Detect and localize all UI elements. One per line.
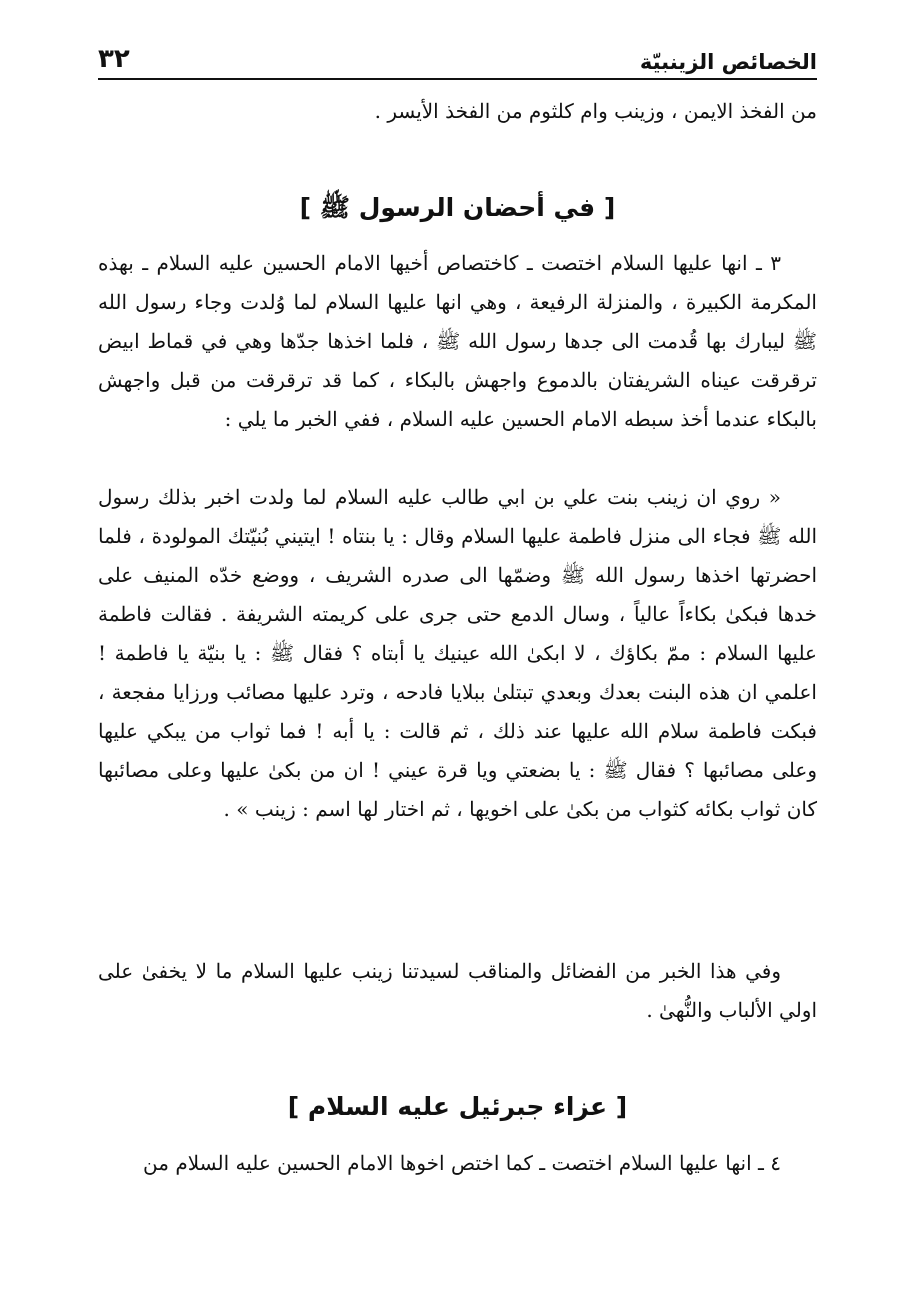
paragraph-commentary: وفي هذا الخبر من الفضائل والمناقب لسيدتنا زينب عليها السلام ما لا يخفىٰ على اولي الألباب والنُّهىٰ . xyxy=(98,959,817,1022)
paragraph-narration-quote: « روي ان زينب بنت علي بن ابي طالب عليه السلام لما ولدت اخبر بذلك رسول الله ﷺ فجاء الى منزل فاطمة عليها السلام وقال : يا بنتاه ! ايتيني بُنيّتك المولودة ، فلما احضرتها اخذها رسول الله ﷺ وضمّها الى صدره الشريف ، ووضع خدّه المنيف على خدها فبكىٰ بكاءاً عالياً ، وسال الدمع حتى جرى على كريمته الشريفة . فقالت فاطمة عليها السلام : ممّ بكاؤك ، لا ابكىٰ الله عينيك يا أبتاه ؟ فقال ﷺ : يا بنيّة يا فاطمة ! اعلمي ان هذه البنت بعدك وبعدي تبتلىٰ ببلايا فادحه ، وترد عليها مصائب ورزايا مفجعة ، فبكت فاطمة سلام الله عليها عند ذلك ، ثم قالت : يا أبه ! فما ثواب من يبكي عليها وعلى مصائبها ؟ فقال ﷺ : يا بضعتي ويا قرة عيني ! ان من بكىٰ عليها وعلى مصائبها كان ثواب بكائه كثواب من بكىٰ على اخويها ، ثم اختار لها اسم : زينب » . xyxy=(98,485,817,821)
page-number: ٣٢ xyxy=(98,44,130,74)
paragraph-point-3: ٣ ـ انها عليها السلام اختصت ـ كاختصاص أخيها الامام الحسين عليه السلام ـ بهذه المكرمة الكبيرة ، والمنزلة الرفيعة ، وهي انها عليها السلام لما وُلدت وجاء رسول الله ﷺ ليبارك بها قُدمت الى جدها رسول الله ﷺ ، فلما اخذها جدّها وهي في قماط ابيض ترقرقت عيناه الشريفتان بالدموع واجهش بالبكاء ، كما قد ترقرقت من قبل واجهش بالبكاء عندما أخذ سبطه الامام الحسين عليه السلام ، ففي الخبر ما يلي : xyxy=(98,251,817,431)
paragraph-continuation: من الفخذ الايمن ، وزينب وام كلثوم من الفخذ الأيسر . xyxy=(374,99,817,123)
section-heading-gabriel-condolence: [ عزاء جبرئيل عليه السلام ] xyxy=(287,1092,628,1121)
paragraph-point-4: ٤ ـ انها عليها السلام اختصت ـ كما اختص اخوها الامام الحسين عليه السلام من xyxy=(143,1151,781,1175)
section-heading-prophet-embrace: [ في أحضان الرسول ﷺ ] xyxy=(299,193,616,222)
running-title: الخصائص الزينبيّة xyxy=(639,50,817,74)
running-header xyxy=(98,30,817,80)
